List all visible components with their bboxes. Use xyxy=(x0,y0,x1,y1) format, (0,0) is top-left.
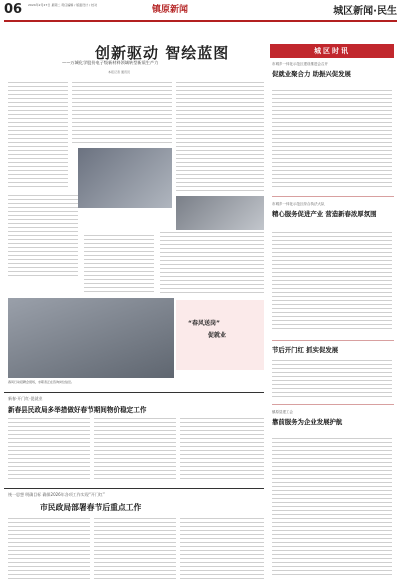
issue-meta: 2024年2月27日 星期二 责任编辑 / 版面设计 / 校对 xyxy=(28,3,98,7)
job-fair-photo xyxy=(8,298,174,378)
slogan-line-2: 促就业 xyxy=(208,332,227,339)
lead-photo-1 xyxy=(78,148,172,208)
panel-story2-kicker: 市城乡一体化示范区综合执法大队 xyxy=(272,202,325,206)
slogan-line-1: “春风送岗” xyxy=(188,320,220,327)
lead-text-col-3 xyxy=(176,82,264,192)
bottom-story1-kicker: 新春·开门红·促就业 xyxy=(8,396,43,401)
panel-story4-kicker: 镇原县建工会 xyxy=(272,410,293,414)
bottom-story2-text-2 xyxy=(94,518,176,580)
lead-text-col-5 xyxy=(84,235,154,295)
section-title: 城区新闻·民生 xyxy=(333,6,397,17)
panel-sep-1 xyxy=(272,196,394,197)
lead-subtitle: ——万城化学股份电子级新材料领域转型新质生产力 xyxy=(62,60,159,65)
lead-title: 创新驱动 智绘蓝图 xyxy=(95,44,230,62)
page-number: 06 xyxy=(4,2,23,17)
lead-byline: 本报记者 通讯员 xyxy=(108,70,130,74)
panel-story1-kicker: 市城乡一体化示范区建设推进会召开 xyxy=(272,62,328,66)
panel-header: 城区时讯 xyxy=(270,44,394,58)
bottom-rule-1 xyxy=(4,392,264,393)
bottom-story2-title: 市民政局部署春节后重点工作 xyxy=(40,503,142,512)
panel-story2-title: 精心服务促进产业 营造新春浓厚氛围 xyxy=(272,210,377,218)
bottom-story1-title: 新春县民政局多举措做好春节期间物价稳定工作 xyxy=(8,406,147,414)
lead-text-col-1 xyxy=(8,82,68,190)
lead-text-col-2 xyxy=(72,82,172,146)
panel-story1-title: 促就业聚合力 助振兴促发展 xyxy=(272,70,351,78)
panel-story4-text xyxy=(272,438,392,578)
header-rule xyxy=(4,20,397,22)
panel-story3-text xyxy=(272,360,392,400)
job-fair-caption: 春风行动招聘会现场，求职者正在咨询岗位信息。 xyxy=(8,380,75,384)
newspaper-logo: 镇原新闻 xyxy=(152,5,189,15)
panel-story1-text xyxy=(272,90,392,190)
lead-text-col-4 xyxy=(8,195,78,277)
lead-text-col-6 xyxy=(160,232,264,296)
panel-sep-2 xyxy=(272,340,394,341)
bottom-story1-text-1 xyxy=(8,418,90,482)
bottom-rule-2 xyxy=(4,488,264,489)
bottom-story2-text-1 xyxy=(8,518,90,580)
panel-story2-text xyxy=(272,232,392,332)
bottom-story1-text-2 xyxy=(94,418,176,482)
bottom-story2-kicker: 统一思想 明确目标 确保2026年各项工作实现“开门红” xyxy=(8,492,105,497)
panel-story4-title: 靠前服务为企业发展护航 xyxy=(272,418,343,426)
panel-story3-title: 节后开门红 抓实促发展 xyxy=(272,346,339,354)
bottom-story2-text-3 xyxy=(180,518,264,580)
lead-photo-2 xyxy=(176,196,264,230)
bottom-story1-text-3 xyxy=(180,418,264,482)
panel-sep-3 xyxy=(272,404,394,405)
